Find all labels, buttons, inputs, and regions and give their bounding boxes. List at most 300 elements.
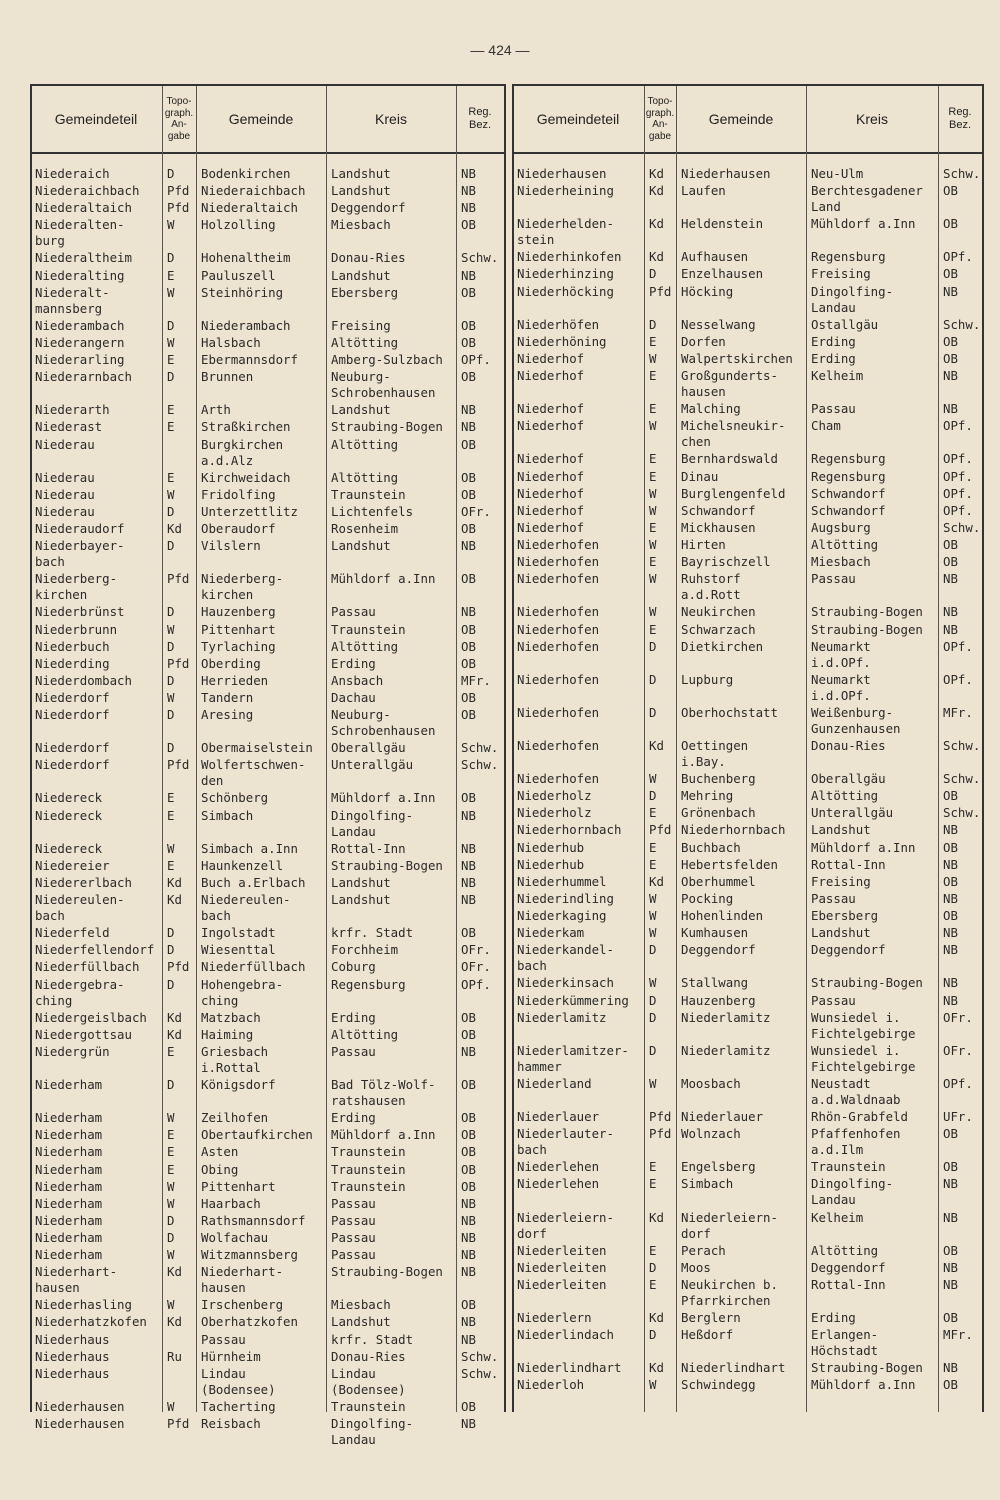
regbez-cell: OB [461,284,476,300]
kreis-cell: Mühldorf a.Inn [811,216,916,232]
gemeindeteil-cell: Niederhinzing [517,266,614,282]
gemeinde-cell: Obermaiselstein [201,740,313,756]
topo-cell: W [649,908,657,924]
topo-cell: D [649,1042,657,1058]
regbez-cell: OB [943,537,958,553]
regbez-cell: Schw. [461,757,499,773]
topo-cell: W [649,485,657,501]
gemeindeteil-cell: Niederhausen [35,1416,125,1432]
regbez-cell: OPf. [943,249,973,265]
regbez-cell: NB [461,183,476,199]
regbez-cell: OB [461,1026,476,1042]
gemeindeteil-cell: Niederlauter- bach [517,1126,614,1158]
regbez-cell: OPf. [461,976,491,992]
gemeinde-cell: Rathsmannsdorf [201,1212,306,1228]
gemeindeteil-cell: Niederfellendorf [35,942,155,958]
gemeinde-cell: Wolfertschwen- den [201,757,306,789]
gemeindeteil-cell: Niederhofen [517,554,600,570]
regbez-cell: NB [943,1176,958,1192]
topo-cell: Kd [167,1009,182,1025]
kreis-cell: Passau [811,401,856,417]
gemeindeteil-cell: Niederaichbach [35,183,140,199]
gemeindeteil-cell: Niederalting [35,267,125,283]
gemeinde-cell: Niederhornbach [681,822,786,838]
kreis-cell: Augsburg [811,519,871,535]
kreis-cell: Dingolfing- Landau [331,1416,414,1448]
gemeindeteil-cell: Niederholz [517,805,592,821]
gemeindeteil-cell: Niederlern [517,1310,592,1325]
gemeinde-cell: Wolnzach [681,1126,741,1142]
gemeinde-cell: Obertaufkirchen [201,1127,313,1143]
topo-cell: Pfd [649,283,672,299]
gemeindeteil-cell: Niederlindhart [517,1360,622,1376]
kreis-cell: Altötting [331,436,399,452]
gemeinde-cell: Enzelhausen [681,266,764,282]
gemeindeteil-cell: Niederhof [517,451,585,467]
regbez-cell: OFr. [461,942,491,958]
topo-cell: Pfd [167,571,190,587]
gemeindeteil-cell: Niederlehen [517,1176,600,1192]
regbez-cell: OB [461,369,476,385]
gemeinde-cell: Straßkirchen [201,419,291,435]
kreis-cell: Rottal-Inn [811,856,886,872]
gemeindeteil-cell: Niederlamitzer- hammer [517,1042,629,1074]
regbez-cell: NB [943,925,958,941]
gemeinde-cell: Schwarzach [681,621,756,637]
kreis-cell: Forchheim [331,942,399,958]
gemeindeteil-cell: Niederindling [517,890,614,906]
regbez-cell: NB [943,621,958,637]
topo-cell: Kd [649,1209,664,1225]
kreis-cell: Donau-Ries [331,250,406,266]
gemeinde-cell: Kumhausen [681,925,749,941]
topo-cell: D [167,250,175,266]
gemeinde-cell: Ingolstadt [201,925,276,941]
kreis-cell: Erding [331,1009,376,1025]
gemeindeteil-cell: Niederhofen [517,537,600,553]
kreis-cell: Straubing-Bogen [811,621,923,637]
kreis-cell: Traunstein [331,1178,406,1194]
regbez-cell: OB [461,1077,476,1093]
topo-cell: E [649,839,657,855]
gemeinde-cell: Oettingen i.Bay. [681,738,749,769]
kreis-cell: Traunstein [331,486,406,502]
kreis-cell: Coburg [331,959,376,975]
regbez-cell: OB [461,1161,476,1177]
gemeindeteil-cell: Niederhofen [517,738,600,753]
gemeinde-cell: Grönenbach [681,805,756,821]
regbez-cell: OB [461,469,476,485]
right-table-header [512,86,984,154]
topo-cell: W [167,1195,175,1211]
topo-cell: D [649,1009,657,1025]
left-table-header [30,86,506,154]
regbez-cell: Schw. [943,166,981,181]
regbez-cell: OB [943,1159,958,1175]
gemeinde-cell: Bodenkirchen [201,166,291,181]
gemeinde-cell: Moos [681,1259,711,1275]
gemeindeteil-cell: Niederhinkofen [517,249,622,265]
gemeindeteil-cell: Niederbrünst [35,604,125,620]
gemeinde-cell: Kirchweidach [201,469,291,485]
gemeindeteil-cell: Niederambach [35,317,125,333]
gemeinde-cell: Laufen [681,183,726,199]
gemeinde-cell: Buchbach [681,839,741,855]
gemeindeteil-cell: Niederdorf [35,740,110,756]
gemeinde-cell: Dorfen [681,333,726,349]
gemeindeteil-cell: Niederhofen [517,771,600,787]
topo-cell: W [649,1377,657,1393]
gemeinde-cell: Unterzettlitz [201,503,298,519]
gemeinde-cell: Halsbach [201,334,261,350]
gemeinde-cell: Hirten [681,537,726,553]
kreis-cell: Straubing-Bogen [811,604,923,620]
gemeinde-cell: Heßdorf [681,1327,734,1343]
gemeinde-cell: Pocking [681,890,734,906]
gemeinde-cell: Haunkenzell [201,857,284,873]
gemeinde-cell: Hauzenberg [681,992,756,1008]
topo-cell: Pfd [167,200,190,216]
regbez-cell: OB [461,217,476,233]
gemeindeteil-cell: Niedergebra- ching [35,976,125,1008]
regbez-cell: NB [943,368,958,384]
regbez-cell: Schw. [461,1348,499,1364]
kreis-cell: Miesbach [811,554,871,570]
gemeinde-cell: Hohenaltheim [201,250,291,266]
gemeindeteil-cell: Niedergeislbach [35,1009,147,1025]
kreis-cell: Passau [331,604,376,620]
regbez-cell: OB [461,521,476,537]
kreis-cell: Regensburg [811,468,886,484]
kreis-cell: Landshut [811,925,871,941]
regbez-cell: OPf. [943,671,973,687]
header-regbez: Reg. Bez. [468,106,492,131]
gemeindeteil-cell: Niederham [35,1230,103,1245]
gemeinde-cell: Zeilhofen [201,1110,269,1126]
kreis-cell: Erding [811,350,856,366]
gemeindeteil-cell: Niederarnbach [35,369,132,385]
regbez-cell: Schw. [943,738,981,753]
topo-cell: W [649,571,657,587]
gemeinde-cell: Niederhart- hausen [201,1264,284,1296]
regbez-cell: NB [461,1043,476,1059]
regbez-cell: OB [461,334,476,350]
kreis-cell: Deggendorf [331,200,406,216]
kreis-cell: Kelheim [811,1209,864,1225]
topo-cell: Pfd [167,183,190,199]
regbez-cell: NB [461,1264,476,1280]
topo-cell: E [649,554,657,570]
regbez-cell: NB [461,402,476,418]
kreis-cell: Neu-Ulm [811,166,864,181]
topo-cell: W [649,418,657,434]
kreis-cell: Neuburg- Schrobenhausen [331,707,436,739]
kreis-cell: Passau [331,1043,376,1059]
topo-cell: Pfd [167,1416,190,1432]
kreis-cell: Regensburg [811,451,886,467]
topo-cell: Pfd [167,959,190,975]
gemeinde-cell: Niederleiern- dorf [681,1209,778,1241]
kreis-cell: Deggendorf [811,942,886,958]
gemeinde-cell: Moosbach [681,1075,741,1091]
topo-cell: D [167,925,175,941]
topo-cell: Pfd [649,1109,672,1125]
kreis-cell: Landshut [331,183,391,199]
topo-cell: E [649,1176,657,1192]
regbez-cell: OPf. [943,485,973,501]
gemeindeteil-cell: Niedereulen- bach [35,892,125,924]
regbez-cell: Schw. [943,316,981,332]
regbez-cell: OB [461,1127,476,1143]
regbez-cell: OB [943,1126,958,1142]
topo-cell: D [167,672,175,688]
regbez-cell: Schw. [943,805,981,821]
kreis-cell: Mühldorf a.Inn [811,1377,916,1393]
gemeinde-cell: Niederaltaich [201,200,298,216]
regbez-cell: OB [461,690,476,705]
gemeinde-cell: Matzbach [201,1009,261,1025]
regbez-cell: NB [461,1331,476,1347]
regbez-cell: NB [943,890,958,906]
gemeindeteil-cell: Niederleiten [517,1259,607,1275]
regbez-cell: NB [461,419,476,435]
gemeindeteil-cell: Niederfüllbach [35,959,140,975]
gemeinde-cell: Niederberg- kirchen [201,571,284,603]
kreis-cell: Donau-Ries [331,1348,406,1364]
topo-cell: D [167,166,175,181]
gemeinde-cell: Simbach [681,1176,734,1192]
topo-cell: D [167,740,175,756]
gemeinde-cell: Bernhardswald [681,451,778,467]
regbez-cell: OB [943,266,958,282]
gemeinde-cell: Bayrischzell [681,554,771,570]
gemeinde-cell: Fridolfing [201,486,276,502]
topo-cell: Kd [649,873,664,889]
topo-cell: E [649,856,657,872]
topo-cell: W [167,1398,175,1414]
regbez-cell: MFr. [461,672,491,688]
gemeinde-cell: Buch a.Erlbach [201,874,306,890]
topo-cell: E [649,368,657,384]
gemeinde-cell: Heldenstein [681,216,764,232]
gemeindeteil-cell: Niederau [35,436,95,452]
regbez-cell: NB [943,604,958,620]
gemeindeteil-cell: Niederhausen [517,166,607,181]
gemeindeteil-cell: Niederhofen [517,671,600,687]
gemeinde-cell: Niederhausen [681,166,771,181]
regbez-cell: NB [461,857,476,873]
gemeindeteil-cell: Niedereck [35,807,103,823]
kreis-cell: Altötting [811,788,879,804]
kreis-cell: krfr. Stadt [331,925,414,941]
kreis-cell: Lindau (Bodensee) [331,1365,406,1397]
gemeinde-cell: Witzmannsberg [201,1247,298,1263]
gemeinde-cell: Schwandorf [681,502,756,518]
gemeindeteil-cell: Niederhofen [517,571,600,587]
topo-cell: Kd [649,738,664,753]
gemeindeteil-cell: Niederhofen [517,704,600,720]
regbez-cell: OPf. [943,418,973,434]
kreis-cell: Kelheim [811,368,864,384]
topo-cell: W [167,217,175,233]
topo-cell: Kd [167,521,182,537]
regbez-cell: OB [461,1144,476,1160]
kreis-cell: Passau [331,1247,376,1263]
gemeindeteil-cell: Niedererlbach [35,874,132,890]
gemeinde-cell: Niederlamitz [681,1042,771,1058]
gemeinde-cell: Wiesenttal [201,942,276,958]
header-kreis: Kreis [856,110,888,127]
gemeinde-cell: Oberding [201,655,261,671]
gemeindeteil-cell: Niedereck [35,790,103,806]
kreis-cell: Mühldorf a.Inn [331,571,436,587]
regbez-cell: NB [461,874,476,890]
topo-cell: W [167,1297,175,1313]
gemeinde-cell: Großgunderts- hausen [681,368,778,400]
regbez-cell: OB [943,1377,958,1393]
gemeindeteil-cell: Niederhöcking [517,283,614,299]
regbez-cell: OB [943,1310,958,1325]
topo-cell: W [167,1178,175,1194]
gemeindeteil-cell: Niederding [35,655,110,671]
topo-cell: W [649,1075,657,1091]
gemeinde-cell: Burgkirchen a.d.Alz [201,436,284,468]
topo-cell: D [649,316,657,332]
kreis-cell: Erding [331,655,376,671]
gemeinde-cell: Stallwang [681,975,749,991]
regbez-cell: OB [943,873,958,889]
kreis-cell: Mühldorf a.Inn [331,1127,436,1143]
kreis-cell: Amberg-Sulzbach [331,352,443,368]
gemeindeteil-cell: Niederaudorf [35,521,125,537]
topo-cell: W [167,486,175,502]
gemeindeteil-cell: Niederleiten [517,1242,607,1258]
regbez-cell: MFr. [943,704,973,720]
topo-cell: W [167,334,175,350]
gemeindeteil-cell: Niederkaging [517,908,607,924]
regbez-cell: NB [461,1195,476,1211]
kreis-cell: Freising [811,873,871,889]
kreis-cell: Unterallgäu [811,805,894,821]
gemeinde-cell: Schwindegg [681,1377,756,1393]
kreis-cell: Bad Tölz-Wolf- ratshausen [331,1077,436,1109]
topo-cell: W [649,537,657,553]
kreis-cell: Berchtesgadener Land [811,183,923,215]
gemeindeteil-cell: Niederham [35,1144,103,1160]
gemeindeteil-cell: Niederheining [517,183,614,199]
topo-cell: W [167,621,175,637]
gemeindeteil-cell: Niederhaus [35,1348,110,1364]
gemeindeteil-cell: Niederholz [517,788,592,804]
regbez-cell: OB [943,333,958,349]
gemeindeteil-cell: Niederham [35,1127,103,1143]
regbez-cell: OB [461,925,476,941]
topo-cell: E [167,1043,175,1059]
kreis-cell: Passau [331,1212,376,1228]
kreis-cell: Passau [811,992,856,1008]
gemeindeteil-cell: Niederau [35,469,95,485]
kreis-cell: Erlangen- Höchstadt [811,1327,879,1359]
gemeinde-cell: Burglengenfeld [681,485,786,501]
gemeinde-cell: Ebermannsdorf [201,352,298,368]
kreis-cell: Landshut [331,874,391,890]
gemeinde-cell: Oberaudorf [201,521,276,537]
gemeinde-cell: Pauluszell [201,267,276,283]
kreis-cell: Erding [331,1110,376,1126]
topo-cell: D [167,538,175,554]
gemeinde-cell: Irschenberg [201,1297,284,1313]
kreis-cell: Regensburg [811,249,886,265]
regbez-cell: NB [461,807,476,823]
kreis-cell: Schwandorf [811,485,886,501]
regbez-cell: OB [943,1242,958,1258]
kreis-cell: Traunstein [331,1161,406,1177]
topo-cell: D [167,369,175,385]
regbez-cell: OB [943,183,958,199]
header-gemeindeteil: Gemeindeteil [536,110,620,127]
regbez-cell: OB [943,788,958,804]
regbez-cell: NB [943,856,958,872]
kreis-cell: Ansbach [331,672,384,688]
gemeindeteil-cell: Niederaich [35,166,110,181]
gemeindeteil-cell: Niederham [35,1178,103,1194]
header-gemeinde: Gemeinde [708,110,774,127]
kreis-cell: Oberallgäu [811,771,886,787]
topo-cell: W [649,502,657,518]
topo-cell: D [167,604,175,620]
gemeindeteil-cell: Niederaltheim [35,250,132,266]
topo-cell: E [167,1144,175,1160]
topo-cell: D [167,1230,175,1245]
gemeindeteil-cell: Niederhub [517,839,585,855]
topo-cell: Kd [167,892,182,908]
regbez-cell: OB [461,621,476,637]
gemeinde-cell: Brunnen [201,369,254,385]
gemeindeteil-cell: Niederham [35,1077,103,1093]
gemeindeteil-cell: Niederfeld [35,925,110,941]
gemeindeteil-cell: Niederhof [517,468,585,484]
gemeinde-cell: Vilslern [201,538,261,554]
gemeindeteil-cell: Niederbuch [35,638,110,654]
kreis-cell: Deggendorf [811,1259,886,1275]
topo-cell: Kd [649,1360,664,1376]
gemeinde-cell: Hauzenberg [201,604,276,620]
topo-cell: D [649,704,657,720]
gemeindeteil-cell: Niederhof [517,350,585,366]
regbez-cell: NB [461,200,476,216]
gemeindeteil-cell: Niederhaus [35,1365,110,1381]
gemeinde-cell: Aresing [201,707,254,723]
kreis-cell: Passau [811,571,856,587]
topo-cell: Kd [167,1314,182,1330]
kreis-cell: Straubing-Bogen [811,975,923,991]
gemeinde-cell: Hohengebra- ching [201,976,284,1008]
gemeindeteil-cell: Niederangern [35,334,125,350]
topo-cell: Kd [167,874,182,890]
topo-cell: W [167,1247,175,1263]
gemeindeteil-cell: Niederhaus [35,1331,110,1347]
kreis-cell: Passau [331,1230,376,1245]
gemeindeteil-cell: Niederham [35,1247,103,1263]
gemeinde-cell: Haarbach [201,1195,261,1211]
kreis-cell: Ebersberg [331,284,399,300]
kreis-cell: Landshut [331,267,391,283]
gemeinde-cell: Engelsberg [681,1159,756,1175]
gemeindeteil-cell: Niederalt- mannsberg [35,284,110,316]
regbez-cell: NB [943,1259,958,1275]
gemeindeteil-cell: Niederhelden- stein [517,216,614,248]
kreis-cell: Traunstein [811,1159,886,1175]
